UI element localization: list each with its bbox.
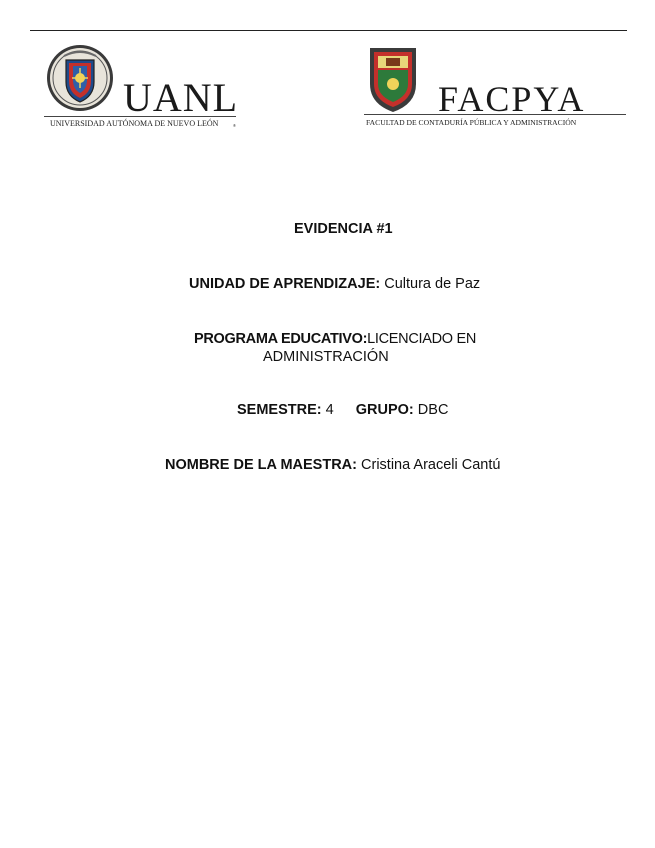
program-line [194,332,476,347]
group-label: GRUPO: [355,402,414,418]
program-label: PROGRAMA EDUCATIVO: [194,331,368,347]
uanl-subtitle: UNIVERSIDAD AUTÓNOMA DE NUEVO LEÓN [50,119,219,128]
program-value-2: ADMINISTRACIÓN [263,349,389,365]
facpya-subtitle: FACULTAD DE CONTADURÍA PÚBLICA Y ADMINISTRACIÓN [366,118,577,127]
unit-label: UNIDAD DE APRENDIZAJE: [189,276,381,292]
top-rule [30,30,627,31]
facpya-logo [364,44,630,134]
program-value-1: LICENCIADO EN [367,331,477,347]
uanl-wordmark: UANL [123,75,239,120]
unit-value: Cultura de Paz [384,276,481,292]
registered-mark: ® [233,123,236,128]
teacher-line [165,458,500,473]
facpya-wordmark: FACPYA [438,79,586,119]
semester-label: SEMESTRE: [237,402,322,418]
semester-group-line [237,403,448,418]
program-line-2 [263,350,389,365]
uanl-logo [44,44,244,134]
unit-line [189,277,480,292]
teacher-label: NOMBRE DE LA MAESTRA: [165,457,357,473]
uanl-rule [44,116,236,117]
teacher-value: Cristina Araceli Cantú [361,457,501,473]
facpya-shield-icon [364,44,422,114]
semester-value: 4 [325,402,334,418]
uanl-seal-icon [44,44,122,112]
facpya-rule [364,114,626,115]
group-value: DBC [417,402,449,418]
evidence-title: EVIDENCIA #1 [294,221,393,237]
